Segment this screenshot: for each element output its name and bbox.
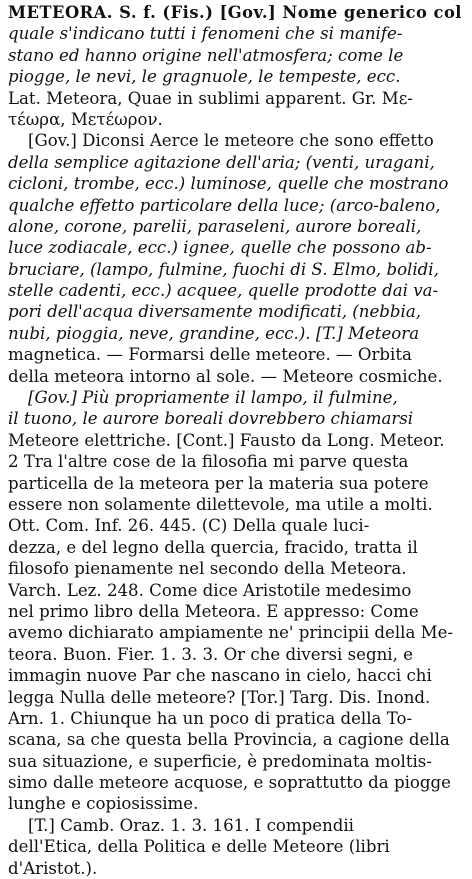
entry-line: dezza, e del legno della quercia, fracido, tratta il xyxy=(8,537,418,557)
entry-line: immagin nuove Par che nascano in cielo, hacci chi xyxy=(8,666,432,686)
entry-line: METEORA. S. f. (Fis.) [Gov.] Nome generico col xyxy=(8,3,462,22)
entry-line: [Gov.] Più propriamente il lampo, il fulmine, xyxy=(28,388,398,408)
entry-line: τέωρα, Μετέωρον. xyxy=(8,109,163,129)
entry-line: Lat. Meteora, Quae in sublimi apparent. Gr. Με- xyxy=(8,88,413,108)
entry-line: 2 Tra l'altre cose de la filosofia mi parve questa xyxy=(8,452,409,472)
entry-line: stelle cadenti, ecc.) acquee, quelle prodotte dai va- xyxy=(8,281,439,301)
entry-line: legga Nulla delle meteore? [Tor.] Targ. Dis. Inond. xyxy=(8,687,431,707)
entry-line: piogge, le nevi, le gragnuole, le tempeste, ecc. xyxy=(8,67,401,87)
entry-line: [Gov.] Diconsi Aerce le meteore che sono effetto xyxy=(28,131,434,151)
entry-line: alone, corone, parelii, paraseleni, aurore boreali, xyxy=(8,216,422,236)
entry-line: sua situazione, e superficie, è predominata moltis- xyxy=(8,751,432,771)
entry-line: pori dell'acqua diversamente modificati, (nebbia, xyxy=(8,302,422,322)
entry-line: avemo dichiarato ampiamente ne' principii della Me- xyxy=(8,623,454,643)
entry-line: essere non solamente dilettevole, ma utile a molti. xyxy=(8,494,433,514)
entry-line: cicloni, trombe, ecc.) luminose, quelle che mostrano xyxy=(8,174,449,194)
entry-line: bruciare, (lampo, fulmine, fuochi di S. Elmo, bolidi, xyxy=(8,259,439,279)
entry-line: Ott. Com. Inf. 26. 445. (C) Della quale luci- xyxy=(8,516,370,536)
entry-line: lunghe e copiosissime. xyxy=(8,794,199,814)
entry-line: particella de la meteora per la materia sua potere xyxy=(8,473,429,493)
entry-line: [T.] Camb. Oraz. 1. 3. 161. I compendii xyxy=(28,815,354,835)
entry-line: nel primo libro della Meteora. E appresso: Come xyxy=(8,601,419,621)
entry-line: simo dalle meteore acquose, e soprattutto da piogge xyxy=(8,773,451,793)
entry-line: il tuono, le aurore boreali dovrebbero chiamarsi xyxy=(8,409,414,429)
entry-line: della meteora intorno al sole. — Meteore cosmiche. xyxy=(8,366,443,386)
entry-line: d'Aristot.). xyxy=(8,858,98,878)
entry-line: qualche effetto particolare della luce; (arco-baleno, xyxy=(8,195,441,215)
entry-line: nubi, pioggia, neve, grandine, ecc.). [T.] Meteora xyxy=(8,323,420,343)
entry-line: Varch. Lez. 248. Come dice Aristotile medesimo xyxy=(8,580,412,600)
entry-line: magnetica. — Formarsi delle meteore. — Orbita xyxy=(8,345,412,365)
entry-line: luce zodiacale, ecc.) ignee, quelle che possono ab- xyxy=(8,238,432,258)
entry-line: Arn. 1. Chiunque ha un poco di pratica della To- xyxy=(8,708,413,728)
entry-line: scana, sa che questa bella Provincia, a cagione della xyxy=(8,730,450,750)
entry-line: filosofo pienamente nel secondo della Meteora. xyxy=(8,559,407,579)
entry-line: teora. Buon. Fier. 1. 3. 3. Or che diversi segni, e xyxy=(8,644,413,664)
entry-line: della semplice agitazione dell'aria; (venti, uragani, xyxy=(8,152,435,172)
entry-line: dell'Etica, della Politica e delle Meteore (libri xyxy=(8,837,390,857)
entry-line: stano ed hanno origine nell'atmosfera; come le xyxy=(8,45,404,65)
entry-line: quale s'indicano tutti i fenomeni che si manife- xyxy=(8,24,403,44)
entry-line: Meteore elettriche. [Cont.] Fausto da Long. Meteor. xyxy=(8,430,445,450)
